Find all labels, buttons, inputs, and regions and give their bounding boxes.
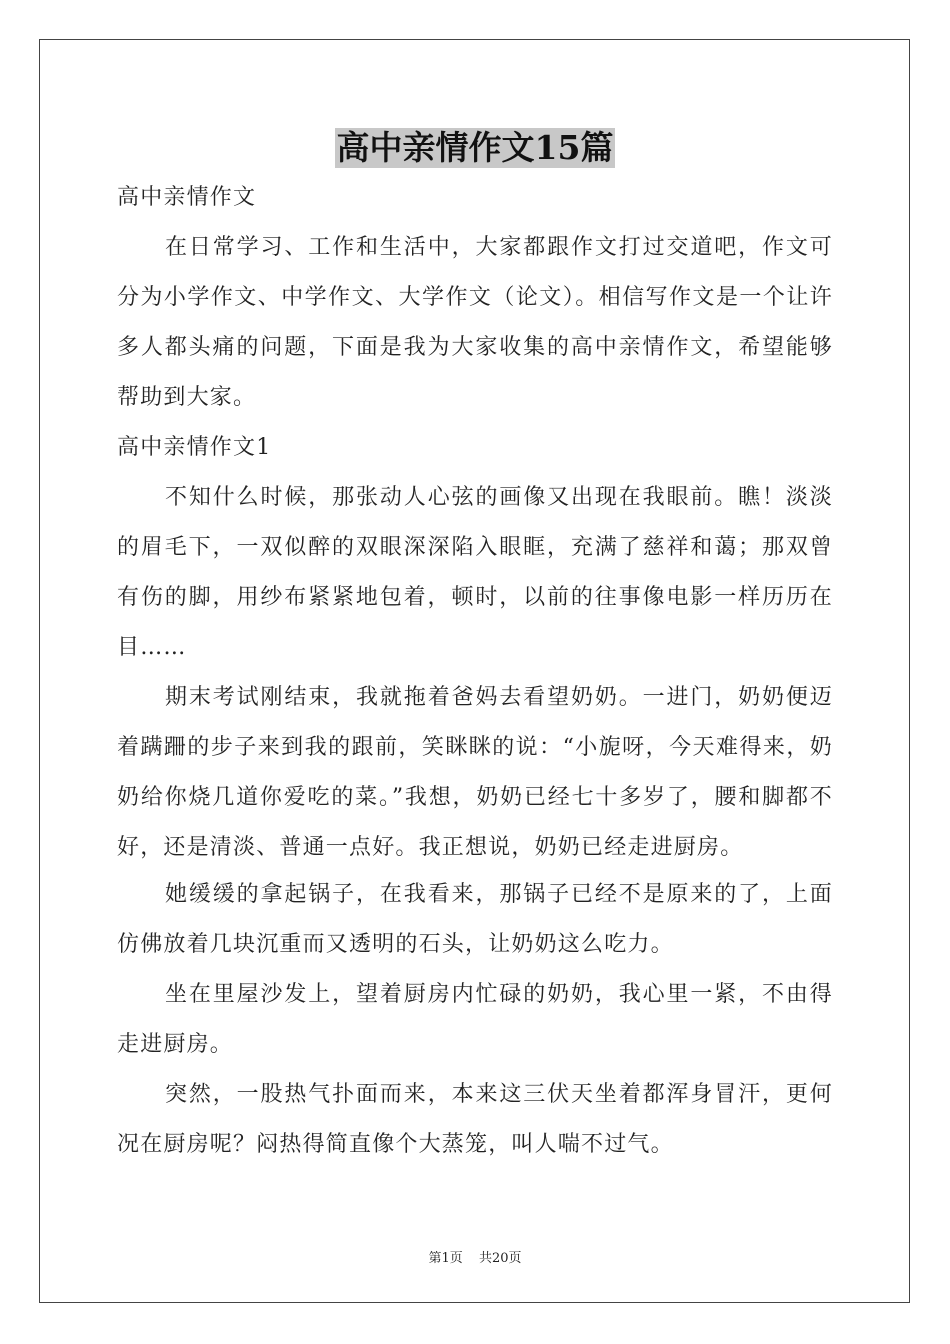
title-container — [0, 128, 950, 168]
document-subtitle: 高中亲情作文 — [117, 185, 257, 210]
body-paragraph-2: 期末考试刚结束，我就拖着爸妈去看望奶奶。一进门，奶奶便迈着蹒跚的步子来到我的跟前，笑眯眯的说：“小旎呀，今天难得来，奶奶给你烧几道你爱吃的菜。”我想，奶奶已经七十多岁了，腰和脚都不好，还是清淡、普通一点好。我正想说，奶奶已经走进厨房。 — [117, 685, 833, 860]
body-paragraph-5: 突然，一股热气扑面而来，本来这三伏天坐着都浑身冒汗，更何况在厨房呢？闷热得简直像个大蒸笼，叫人喘不过气。 — [117, 1082, 833, 1157]
intro-paragraph: 在日常学习、工作和生活中，大家都跟作文打过交道吧，作文可分为小学作文、中学作文、大学作文（论文）。相信写作文是一个让许多人都头痛的问题，下面是我为大家收集的高中亲情作文，希望能够帮助到大家。 — [117, 235, 833, 410]
body-paragraph-3: 她缓缓的拿起锅子，在我看来，那锅子已经不是原来的了，上面仿佛放着几块沉重而又透明的石头，让奶奶这么吃力。 — [117, 882, 833, 957]
body-paragraph-1: 不知什么时候，那张动人心弦的画像又出现在我眼前。瞧！淡淡的眉毛下，一双似醉的双眼深深陷入眼眶，充满了慈祥和蔼；那双曾有伤的脚，用纱布紧紧地包着，顿时，以前的往事像电影一样历历在目…… — [117, 485, 833, 660]
page-number: 第1页 — [428, 1251, 463, 1266]
page-footer — [0, 1247, 950, 1266]
essay-heading: 高中亲情作文1 — [117, 435, 272, 460]
body-paragraph-4: 坐在里屋沙发上，望着厨房内忙碌的奶奶，我心里一紧，不由得走进厨房。 — [117, 982, 833, 1057]
total-pages: 共20页 — [478, 1251, 522, 1266]
document-title: 高中亲情作文15篇 — [336, 128, 614, 167]
